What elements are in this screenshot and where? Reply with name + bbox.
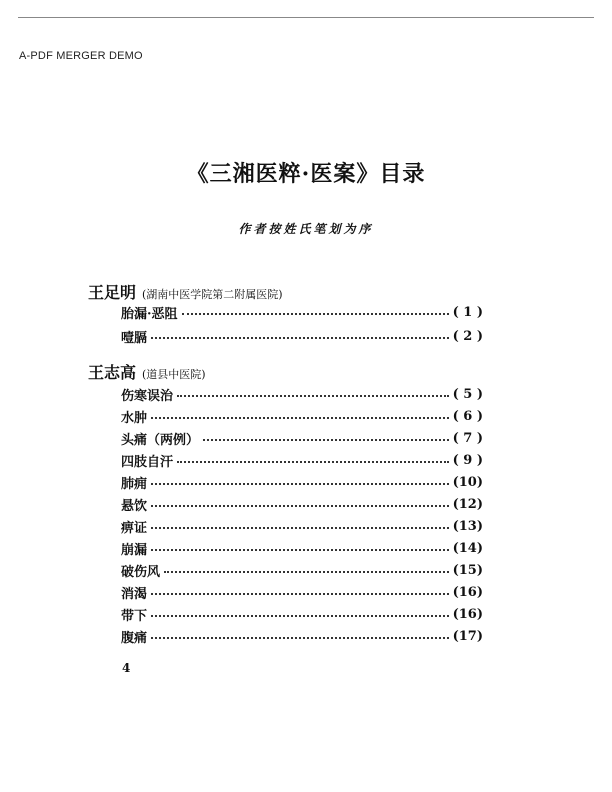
entry-page: ( 5 ) bbox=[452, 386, 483, 402]
entry-page: ( 2 ) bbox=[452, 328, 483, 344]
dot-leader bbox=[151, 583, 449, 595]
toc-entry bbox=[121, 473, 483, 491]
watermark-text: A-PDF MERGER DEMO bbox=[19, 50, 143, 62]
entry-title: 水肿 bbox=[121, 410, 148, 426]
entry-title: 胎漏·恶阻 bbox=[121, 306, 178, 322]
entry-page: (16) bbox=[452, 584, 483, 600]
entry-page: (15) bbox=[452, 562, 483, 578]
toc-entry bbox=[121, 451, 483, 469]
entry-title: 痹证 bbox=[121, 520, 148, 536]
toc-entry bbox=[121, 429, 483, 447]
entry-page: ( 9 ) bbox=[452, 452, 483, 468]
page-subtitle: 作者按姓氏笔划为序 bbox=[238, 222, 374, 236]
dot-leader bbox=[151, 407, 449, 419]
entry-title: 崩漏 bbox=[121, 542, 148, 558]
entry-page: (13) bbox=[452, 518, 483, 534]
entry-page: (10) bbox=[452, 474, 483, 490]
entry-title: 伤寒误治 bbox=[121, 388, 174, 404]
toc-entry bbox=[121, 561, 483, 579]
dot-leader bbox=[151, 605, 449, 617]
dot-leader bbox=[151, 473, 449, 485]
entry-title: 四肢自汗 bbox=[121, 454, 174, 470]
entry-page: ( 6 ) bbox=[452, 408, 483, 424]
entry-title: 破伤风 bbox=[121, 564, 161, 580]
entry-page: (17) bbox=[452, 628, 483, 644]
toc-entry bbox=[121, 327, 483, 345]
author-heading bbox=[88, 360, 206, 383]
author-affiliation: (湖南中医学院第二附属医院) bbox=[142, 288, 283, 301]
author-name: 王足明 bbox=[88, 283, 137, 302]
dot-leader bbox=[151, 539, 449, 551]
dot-leader bbox=[151, 495, 449, 507]
entry-title: 悬饮 bbox=[121, 498, 148, 514]
dot-leader bbox=[177, 451, 449, 463]
author-affiliation: (道县中医院) bbox=[142, 368, 206, 381]
entry-page: (12) bbox=[452, 496, 483, 512]
entry-title: 带下 bbox=[121, 608, 148, 624]
entry-page: (16) bbox=[452, 606, 483, 622]
toc-entry bbox=[121, 605, 483, 623]
entry-title: 肺痈 bbox=[121, 476, 148, 492]
dot-leader bbox=[151, 517, 449, 529]
toc-entry bbox=[121, 385, 483, 403]
page-number: 4 bbox=[122, 661, 131, 675]
dot-leader bbox=[177, 385, 449, 397]
entry-page: (14) bbox=[452, 540, 483, 556]
toc-entry bbox=[121, 495, 483, 513]
top-rule bbox=[18, 17, 594, 18]
author-name: 王志高 bbox=[88, 363, 137, 382]
entry-page: ( 7 ) bbox=[452, 430, 483, 446]
dot-leader bbox=[151, 627, 449, 639]
entry-title: 消渴 bbox=[121, 586, 148, 602]
page-title: 《三湘医粹·医案》目录 bbox=[186, 161, 426, 187]
dot-leader bbox=[164, 561, 449, 573]
dot-leader bbox=[182, 303, 449, 315]
toc-entry bbox=[121, 303, 483, 321]
toc-entry bbox=[121, 517, 483, 535]
toc-entry bbox=[121, 583, 483, 601]
entry-title: 噎膈 bbox=[121, 330, 148, 346]
entry-title: 头痛（两例） bbox=[121, 432, 200, 448]
dot-leader bbox=[203, 429, 449, 441]
toc-entry bbox=[121, 407, 483, 425]
toc-entry bbox=[121, 539, 483, 557]
entry-page: ( 1 ) bbox=[452, 304, 483, 320]
author-heading bbox=[88, 280, 283, 303]
entry-title: 腹痛 bbox=[121, 630, 148, 646]
dot-leader bbox=[151, 327, 449, 339]
toc-entry bbox=[121, 627, 483, 645]
